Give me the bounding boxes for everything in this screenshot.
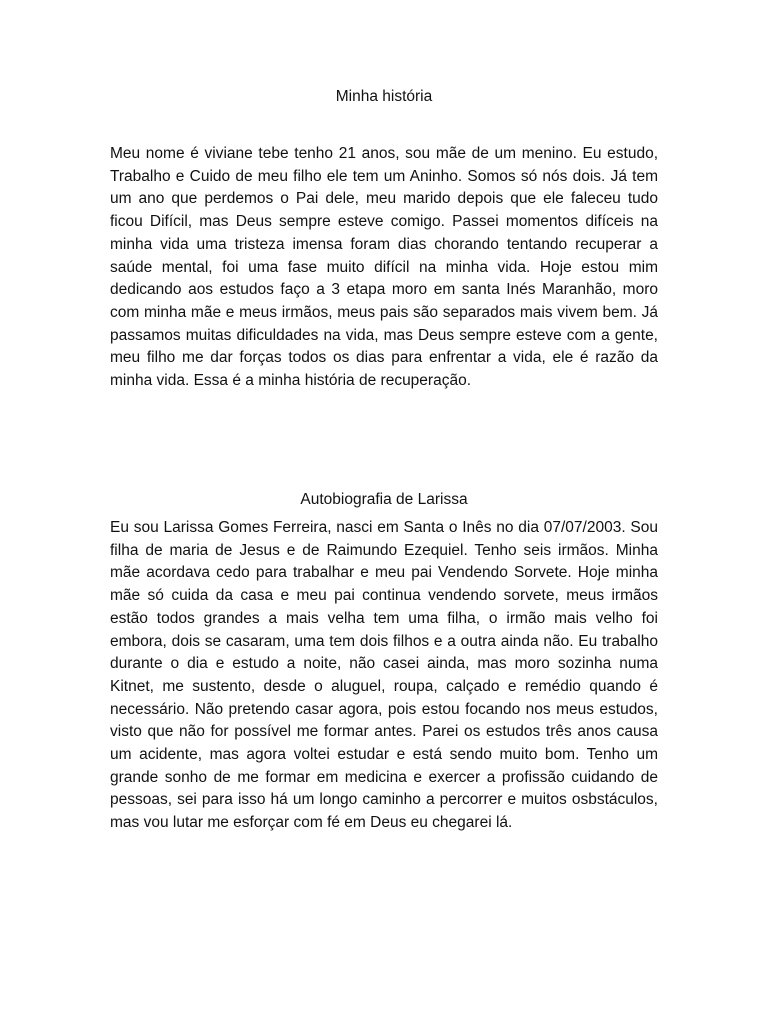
section-autobiografia [110, 489, 658, 835]
section-minha-historia [110, 86, 658, 393]
section-body: Eu sou Larissa Gomes Ferreira, nasci em Santa o Inês no dia 07/07/2003. Sou filha de maria de Jesus e de Raimundo Ezequiel. Tenho seis irmãos. Minha mãe acordava cedo para trabalhar e meu pai Vendendo Sorvete. Hoje minha mãe só cuida da casa e meu pai continua vendendo sorvete, meus irmãos estão todos grandes a mais velha tem uma filha, o irmão mais velho foi embora, dois se casaram, uma tem dois filhos e a outra ainda não. Eu trabalho durante o dia e estudo a noite, não casei ainda, mas moro sozinha numa Kitnet, me sustento, desde o aluguel, roupa, calçado e remédio quando é necessário. Não pretendo casar agora, pois estou focando nos meus estudos, visto que não for possível me formar antes. Parei os estudos três anos causa um acidente, mas agora voltei estudar e está sendo muito bom. Tenho um grande sonho de me formar em medicina e exercer a profissão cuidando de pessoas, sei para isso há um longo caminho a percorrer e muitos osbstáculos, mas vou lutar me esforçar com fé em Deus eu chegarei lá. [110, 519, 658, 832]
section-title: Autobiografia de Larissa [300, 491, 468, 508]
section-body: Meu nome é viviane tebe tenho 21 anos, sou mãe de um menino. Eu estudo, Trabalho e Cuido de meu filho ele tem um Aninho. Somos só nós dois. Já tem um ano que perdemos o Pai dele, meu marido depois que ele faleceu tudo ficou Difícil, mas Deus sempre esteve comigo. Passei momentos difíceis na minha vida uma tristeza imensa foram dias chorando tentando recuperar a saúde mental, foi uma fase muito difícil na minha vida. Hoje estou mim dedicando aos estudos faço a 3 etapa moro em santa Inés Maranhão, moro com minha mãe e meus irmãos, meus pais são separados mais vivem bem. Já passamos muitas dificuldades na vida, mas Deus sempre esteve com a gente, meu filho me dar forças todos os dias para enfrentar a vida, ele é razão da minha vida. Essa é a minha história de recuperação. [110, 145, 658, 390]
section-title: Minha história [335, 88, 433, 105]
